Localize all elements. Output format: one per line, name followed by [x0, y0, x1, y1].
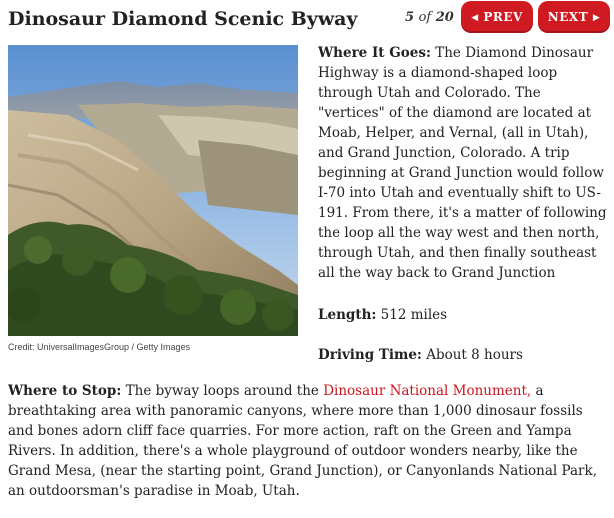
slide-counter — [405, 6, 454, 30]
page-current: 5 — [405, 10, 415, 25]
prev-label: PREV — [483, 10, 523, 24]
length-value: 512 miles — [376, 307, 448, 323]
driving-time-value: About 8 hours — [421, 347, 523, 363]
page-of: of — [418, 10, 432, 25]
length-paragraph — [318, 305, 610, 325]
chevron-left-icon: ◀ — [471, 13, 479, 23]
where-to-stop-text-after: a breathtaking area with panoramic canyons, where more than 1,000 dinosaur fossils and bones adorn cliff face quarries. For more action, raft on the Green and Yampa Rivers. In addition, there's a whole playground of outdoor wonders nearby, like the Grand Mesa, (near the starting point, Grand Junction), or Canyonlands National Park, an outdoorsman's paradise in Moab, Utah. — [8, 383, 597, 499]
where-to-stop-label: Where to Stop: — [8, 383, 122, 399]
next-button[interactable] — [538, 1, 610, 33]
driving-time-label: Driving Time: — [318, 347, 422, 363]
where-it-goes-paragraph — [318, 43, 610, 283]
next-label: NEXT — [547, 10, 589, 24]
page-title: Dinosaur Diamond Scenic Byway — [8, 8, 358, 30]
where-it-goes-label: Where It Goes: — [318, 45, 431, 61]
photo-credit: Credit: UniversalImagesGroup / Getty Images — [8, 342, 191, 352]
chevron-right-icon: ▶ — [592, 13, 601, 23]
prev-button[interactable] — [461, 1, 533, 33]
dinosaur-national-monument-link[interactable]: Dinosaur National Monument, — [323, 383, 532, 399]
where-to-stop-paragraph — [8, 381, 610, 501]
length-label: Length: — [318, 307, 377, 323]
driving-time-paragraph — [318, 345, 610, 365]
page-total: 20 — [435, 10, 454, 25]
where-it-goes-text: The Diamond Dinosaur Highway is a diamond-shaped loop through Utah and Colorado. The "vertices" of the diamond are located at Moab, Helper, and Vernal, (all in Utah), and Grand Junction, Colorado. A trip beginning at Grand Junction would follow I-70 into Utah and eventually shift to US-191. From there, it's a matter of following the loop all the way west and then north, through Utah, and then finally southeast all the way back to Grand Junction — [318, 45, 607, 281]
where-to-stop-text-before: The byway loops around the — [121, 383, 324, 399]
scenic-photo — [8, 45, 298, 336]
